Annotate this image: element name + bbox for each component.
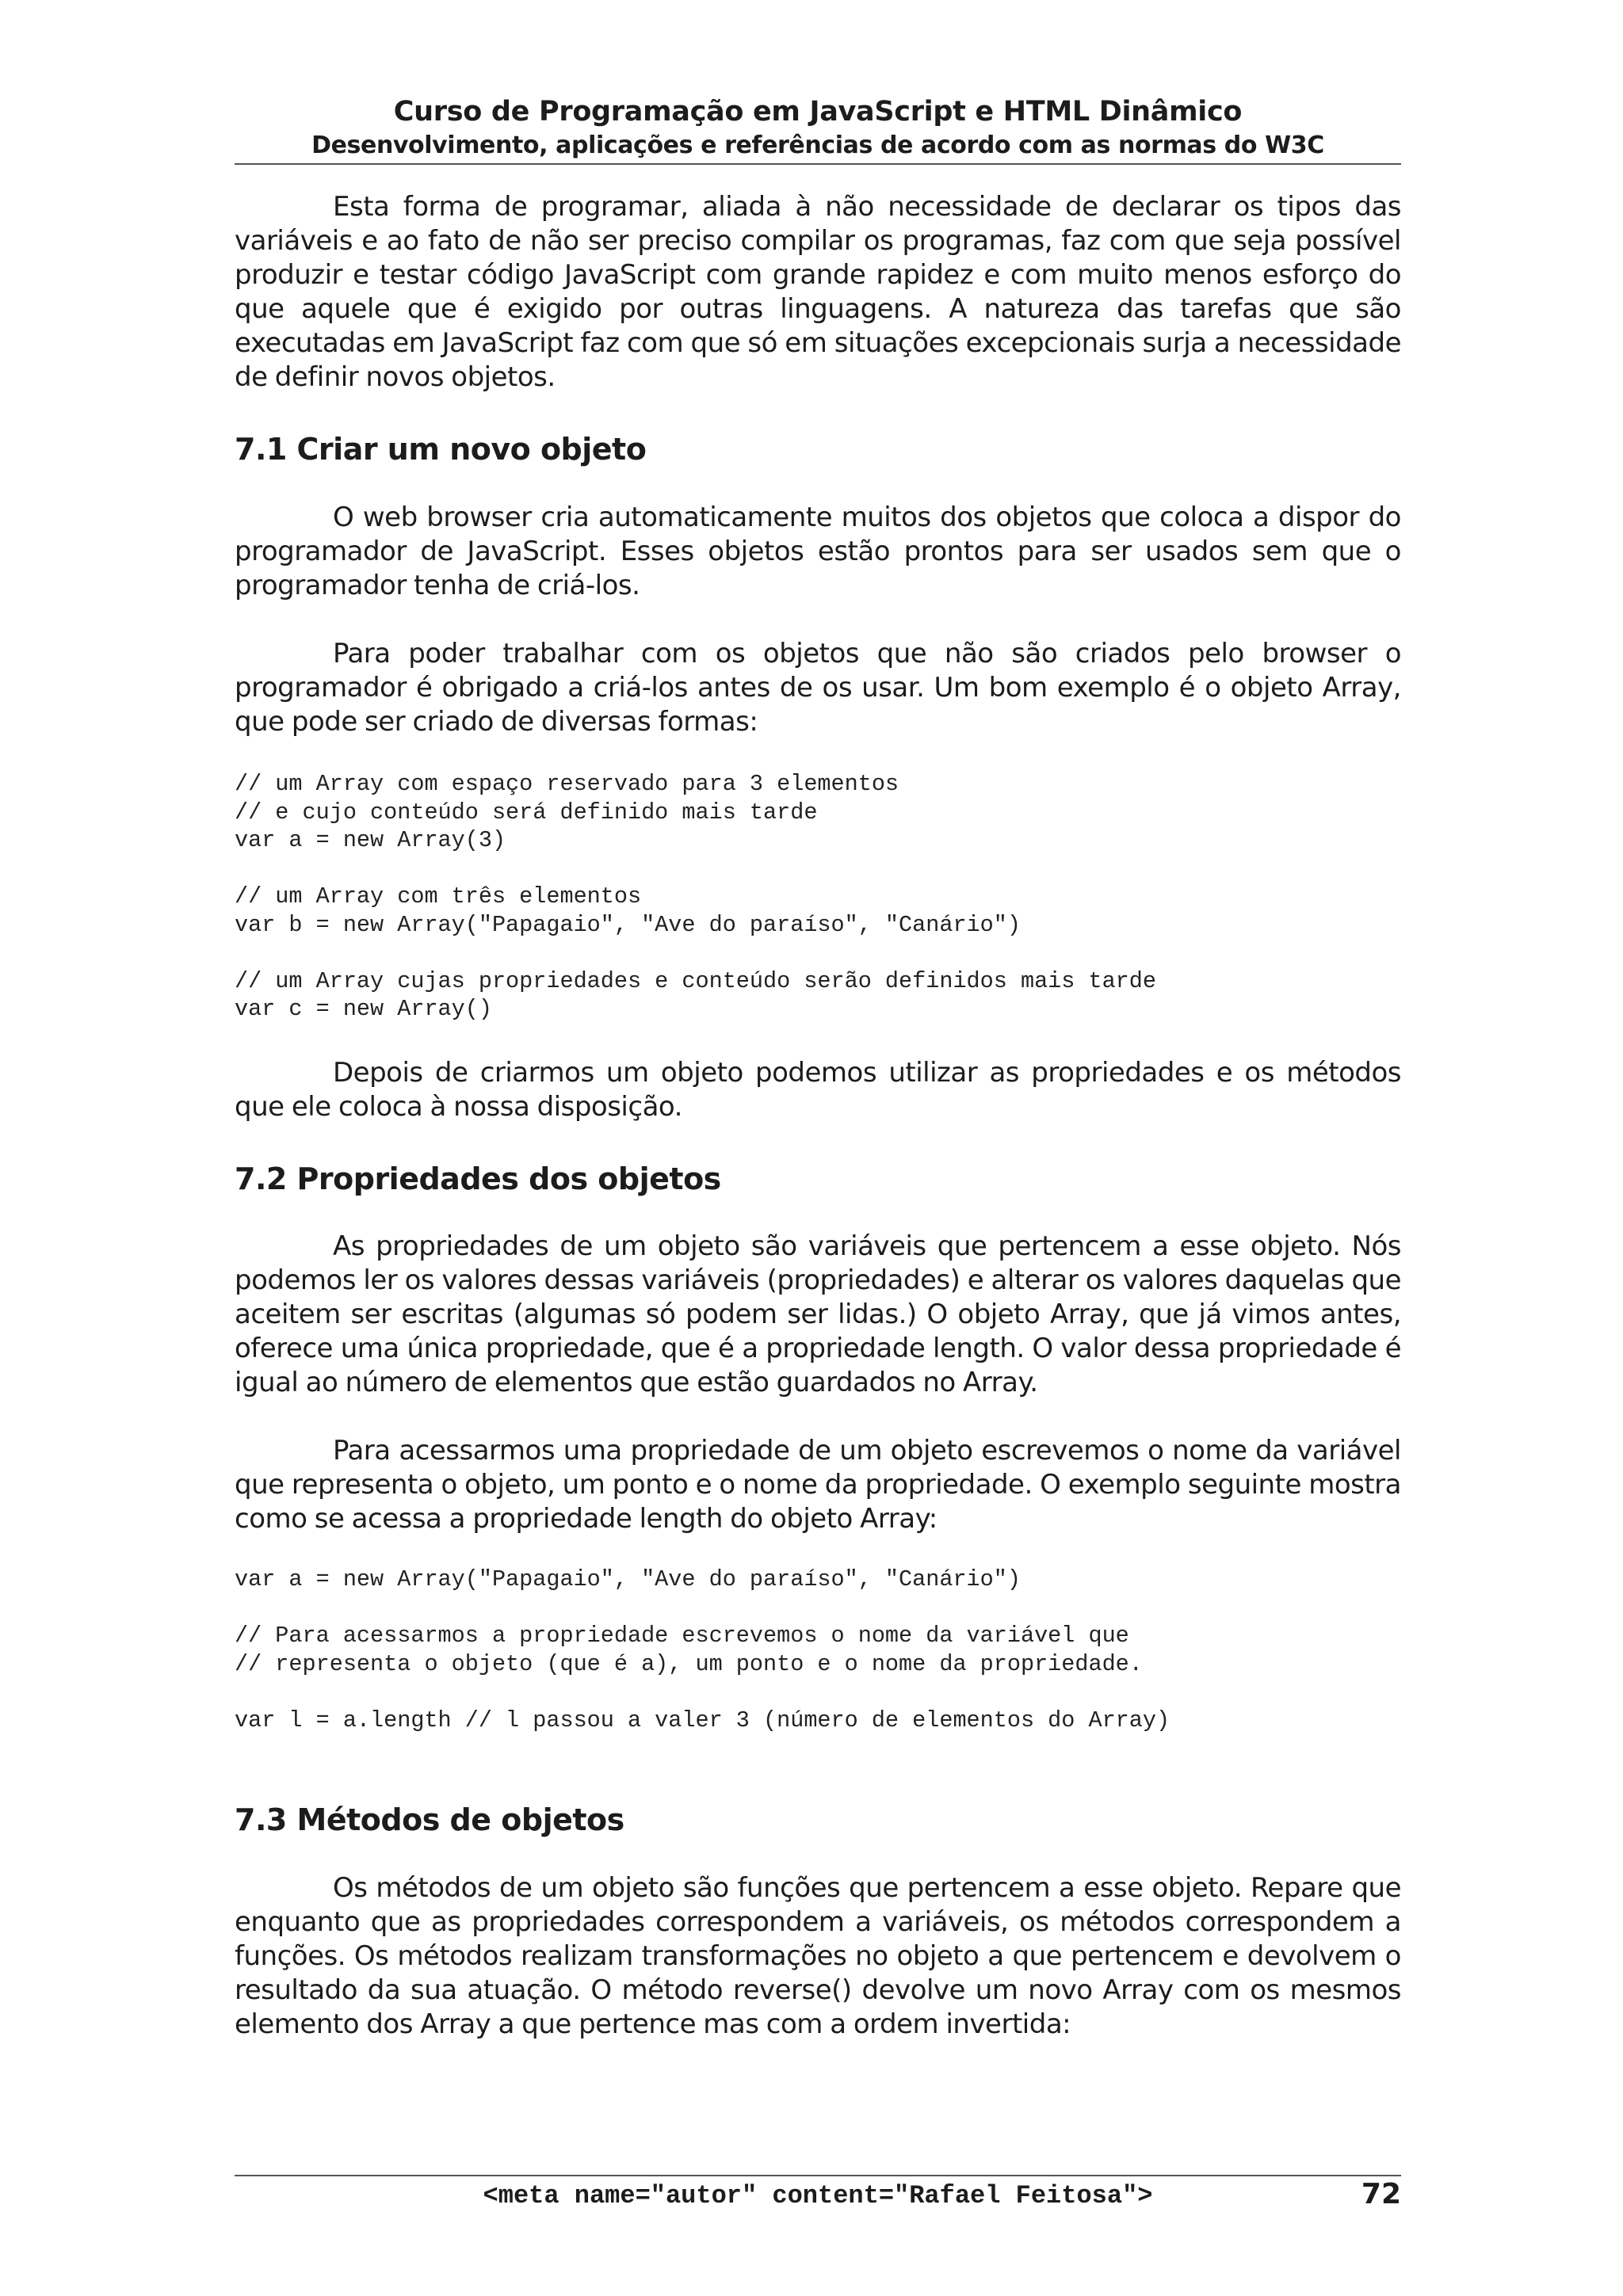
section-7-1-paragraph-1: O web browser cria automaticamente muitos dos objetos que coloca a dispor do programador de JavaScript. Esses objetos estão prontos para ser usados sem que o programador tenha de criá-los. [235,502,1401,601]
intro-block [235,190,1401,395]
section-7-1-paragraph-2-block [235,637,1401,739]
section-7-3-paragraph-1-block [235,1871,1401,2042]
section-7-1-code-block [235,770,1401,1024]
intro-paragraph: Esta forma de programar, aliada à não necessidade de declarar os tipos das variáveis e ao fato de não ser preciso compilar os programas, faz com que seja possível produzir e testar código JavaScript com grande rapidez e com muito menos esforço do que aquele que é exigido por outras linguagens. A natureza das tarefas que são executadas em JavaScript faz com que só em situações excepcionais surja a necessidade de definir novos objetos. [235,191,1401,393]
section-7-2-heading-block [235,1160,1401,1198]
footer-author-meta: <meta name="autor" content="Rafael Feitosa"> [483,2181,1153,2210]
section-7-1-paragraph-3-block [235,1056,1401,1124]
section-7-2-code-block [235,1566,1401,1734]
section-7-2-paragraph-2-block [235,1434,1401,1536]
section-heading: 7.3 Métodos de objetos [235,1802,624,1837]
header-divider [235,163,1401,165]
footer-divider [235,2175,1401,2176]
section-7-1-paragraph-3: Depois de criarmos um objeto podemos utilizar as propriedades e os métodos que ele coloca à nossa disposição. [235,1057,1401,1123]
section-7-1-heading-block [235,430,1401,468]
header-subtitle: Desenvolvimento, aplicações e referências de acordo com as normas do W3C [311,132,1324,159]
section-heading: 7.1 Criar um novo objeto [235,432,647,467]
page-header [235,93,1401,162]
section-7-3-heading-block [235,1801,1401,1839]
code-sample-array-length: var a = new Array("Papagaio", "Ave do paraíso", "Canário") // Para acessarmos a propriedade escrevemos o nome da variável que // representa o objeto (que é a), um ponto e o nome da propriedade. var l = a.length // l passou a valer 3 (número de elementos do Array) [235,1566,1170,1733]
code-sample-array-creation: // um Array com espaço reservado para 3 elementos // e cujo conteúdo será definido mais tarde var a = new Array(3) // um Array com três elementos var b = new Array("Papagaio", "Ave do paraíso", "Canário") // um Array cujas propriedades e conteúdo serão definidos mais tarde var c = new Array() [235,771,1156,1022]
page-number: 72 [1361,2178,1401,2210]
section-7-1-paragraph-2: Para poder trabalhar com os objetos que não são criados pelo browser o programador é obrigado a criá-los antes de os usar. Um bom exemplo é o objeto Array, que pode ser criado de diversas formas: [235,638,1401,738]
section-7-2-paragraph-2: Para acessarmos uma propriedade de um objeto escrevemos o nome da variável que representa o objeto, um ponto e o nome da propriedade. O exemplo seguinte mostra como se acessa a propriedade length do objeto Array: [235,1435,1401,1535]
section-heading: 7.2 Propriedades dos objetos [235,1161,721,1196]
section-7-2-paragraph-1-block [235,1230,1401,1400]
header-title: Curso de Programação em JavaScript e HTML Dinâmico [393,96,1243,128]
section-7-1-paragraph-1-block [235,501,1401,603]
section-7-3-paragraph-1: Os métodos de um objeto são funções que pertencem a esse objeto. Repare que enquanto que as propriedades correspondem a variáveis, os métodos correspondem a funções. Os métodos realizam transformações no objeto a que pertencem e devolvem o resultado da sua atuação. O método reverse() devolve um novo Array com os mesmos elemento dos Array a que pertence mas com a ordem invertida: [235,1872,1401,2040]
section-7-2-paragraph-1: As propriedades de um objeto são variáveis que pertencem a esse objeto. Nós podemos ler os valores dessas variáveis (propriedades) e alterar os valores daquelas que aceitem ser escritas (algumas só podem ser lidas.) O objeto Array, que já vimos antes, oferece uma única propriedade, que é a propriedade length. O valor dessa propriedade é igual ao número de elementos que estão guardados no Array. [235,1230,1401,1398]
